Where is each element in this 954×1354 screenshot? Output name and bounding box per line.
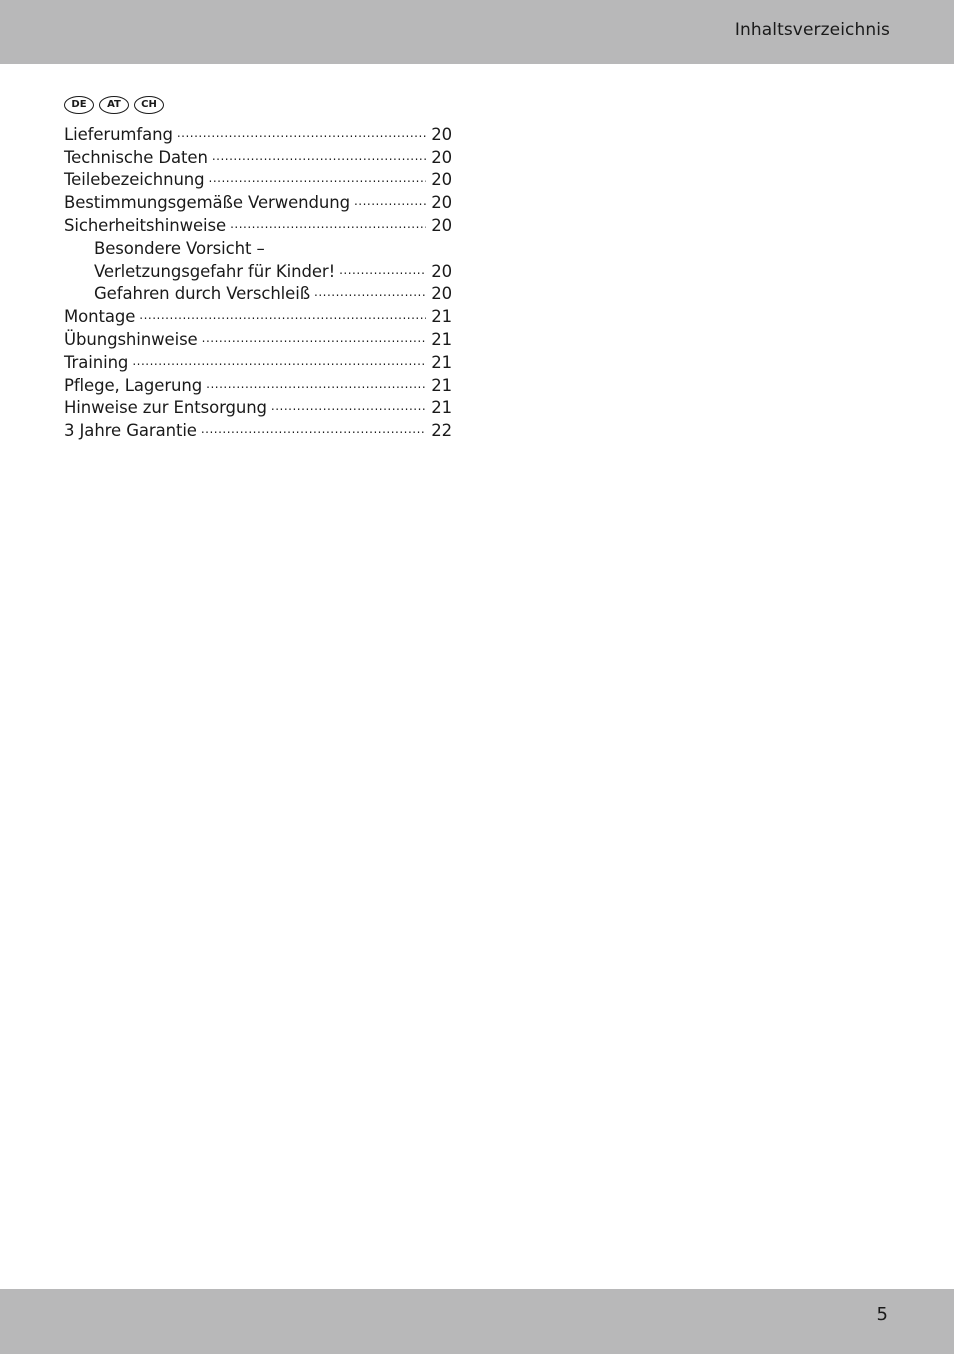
- toc-entry-page: 20: [431, 170, 452, 190]
- dot-leader: [202, 330, 426, 349]
- dot-leader: [212, 148, 426, 167]
- page-number: 5: [876, 1304, 888, 1325]
- section-title: Inhaltsverzeichnis: [734, 20, 890, 40]
- toc-entry-bestimmungsgemaesse-verwendung[interactable]: [64, 189, 452, 212]
- dot-leader: [132, 353, 426, 372]
- toc-entry-label: Bestimmungsgemäße Verwendung: [64, 193, 350, 213]
- toc-entry-technische-daten[interactable]: [64, 144, 452, 167]
- toc-entry-page: 20: [431, 124, 452, 144]
- toc-entry-label: Lieferumfang: [64, 124, 173, 144]
- toc-entry-verletzungsgefahr[interactable]: [64, 258, 452, 281]
- toc-entry-label: Pflege, Lagerung: [64, 375, 203, 395]
- dot-leader: [139, 307, 426, 326]
- toc-entry-label: Training: [64, 352, 129, 372]
- country-badges: [64, 96, 164, 114]
- dot-leader: [271, 398, 426, 417]
- country-badge-de: DE: [64, 96, 94, 114]
- toc-entry-label: Übungshinweise: [64, 329, 198, 349]
- toc-entry-besondere-vorsicht[interactable]: [64, 235, 452, 258]
- dot-leader: [209, 170, 426, 189]
- dot-leader: [314, 284, 426, 303]
- toc-entry-teilebezeichnung[interactable]: [64, 167, 452, 190]
- toc-entry-page: 20: [431, 215, 452, 235]
- toc-entry-page: 21: [431, 307, 452, 327]
- toc-entry-page: 20: [431, 193, 452, 213]
- toc-entry-label: Hinweise zur Entsorgung: [64, 398, 267, 418]
- dot-leader: [339, 262, 426, 281]
- toc-entry-montage[interactable]: [64, 303, 452, 326]
- toc-entry-training[interactable]: [64, 349, 452, 372]
- dot-leader: [206, 376, 426, 395]
- dot-leader: [201, 421, 426, 440]
- toc-entry-page: 21: [431, 398, 452, 418]
- toc-entry-sicherheitshinweise[interactable]: [64, 212, 452, 235]
- toc-entry-page: 20: [431, 261, 452, 281]
- header-bar: [0, 0, 954, 64]
- toc-entry-garantie[interactable]: [64, 417, 452, 440]
- country-badge-ch: CH: [134, 96, 164, 114]
- toc-entry-pflege-lagerung[interactable]: [64, 372, 452, 395]
- toc-entry-page: 21: [431, 375, 452, 395]
- toc-entry-label: Technische Daten: [64, 147, 208, 167]
- table-of-contents: [64, 121, 452, 440]
- toc-entry-label: Gefahren durch Verschleiß: [94, 284, 310, 304]
- footer-bar: [0, 1289, 954, 1354]
- toc-entry-label: Sicherheitshinweise: [64, 215, 227, 235]
- dot-leader: [230, 216, 426, 235]
- toc-entry-label: Besondere Vorsicht –: [94, 238, 265, 258]
- toc-entry-label: 3 Jahre Garantie: [64, 421, 197, 441]
- dot-leader: [354, 193, 426, 212]
- dot-leader: [177, 125, 426, 144]
- toc-entry-page: 20: [431, 284, 452, 304]
- toc-entry-page: 20: [431, 147, 452, 167]
- toc-entry-page: 21: [431, 329, 452, 349]
- toc-entry-hinweise-entsorgung[interactable]: [64, 395, 452, 418]
- toc-entry-lieferumfang[interactable]: [64, 121, 452, 144]
- toc-entry-label: Verletzungsgefahr für Kinder!: [94, 261, 336, 281]
- toc-entry-page: 21: [431, 352, 452, 372]
- toc-entry-uebungshinweise[interactable]: [64, 326, 452, 349]
- toc-entry-label: Teilebezeichnung: [64, 170, 205, 190]
- country-badge-at: AT: [99, 96, 129, 114]
- toc-entry-label: Montage: [64, 307, 136, 327]
- toc-entry-gefahren-verschleiss[interactable]: [64, 281, 452, 304]
- toc-entry-page: 22: [431, 421, 452, 441]
